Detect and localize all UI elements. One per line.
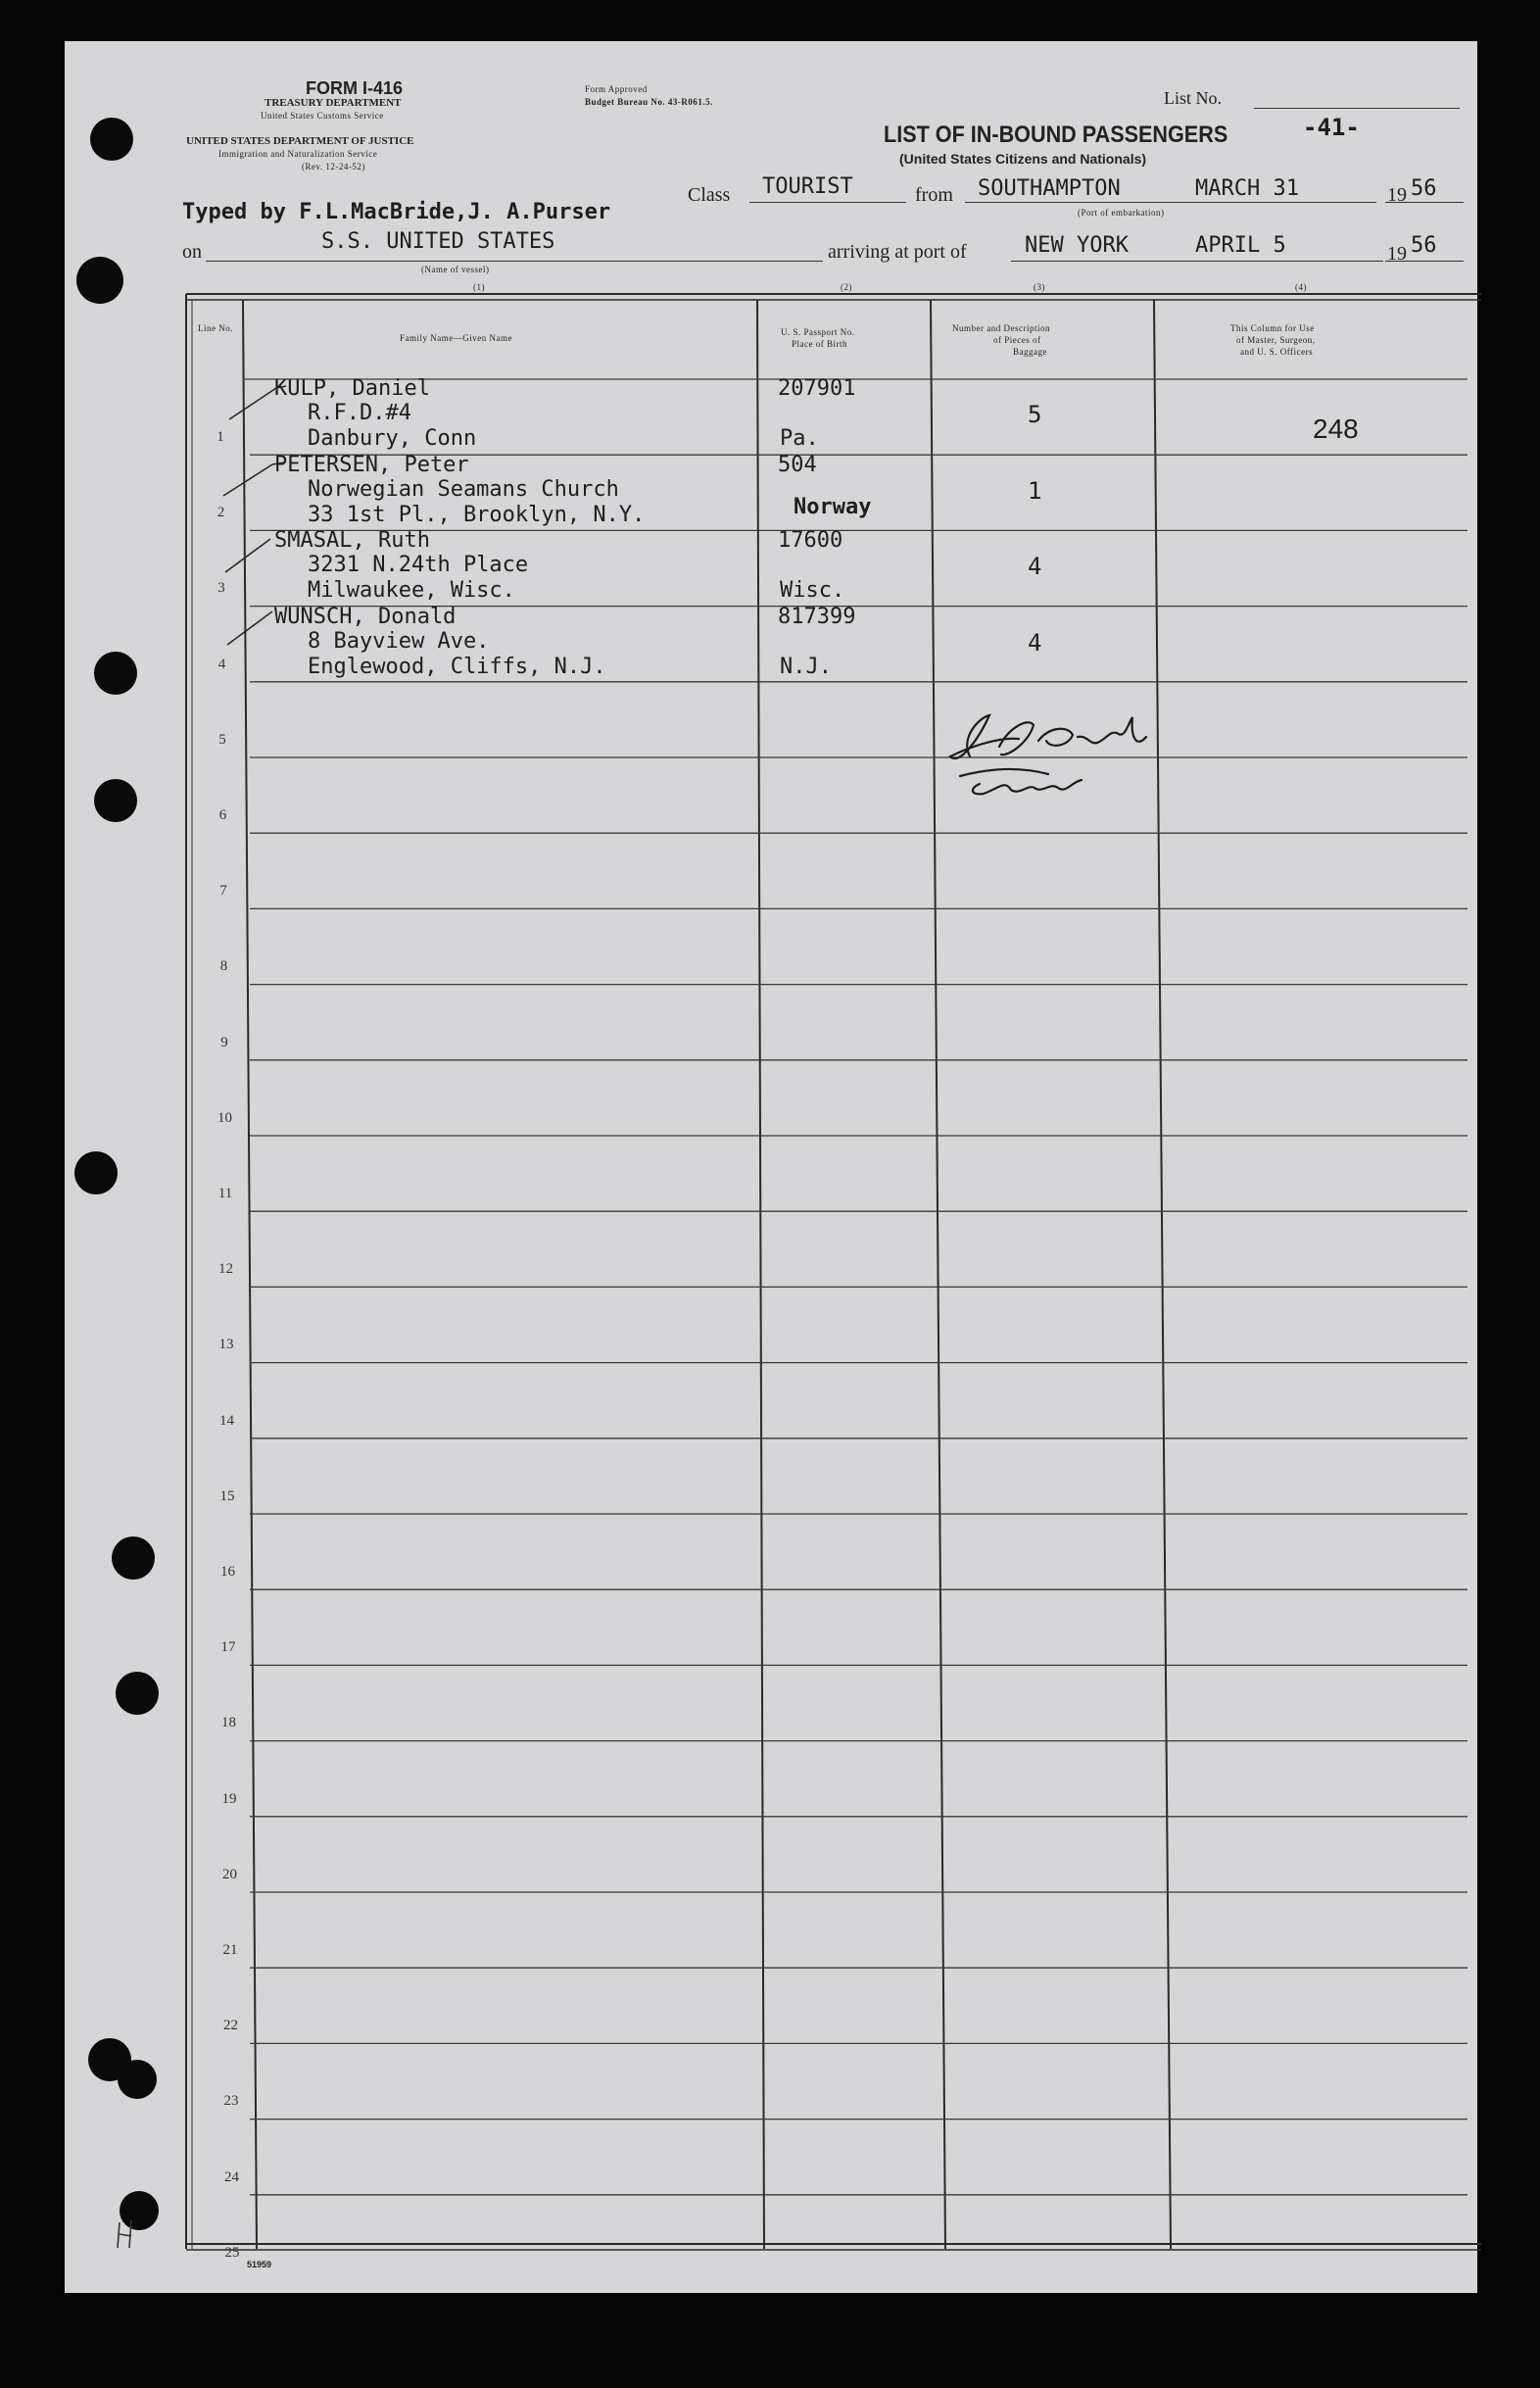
- place-of-birth: Pa.: [780, 426, 819, 451]
- passport-number: 17600: [778, 528, 843, 553]
- class-value: TOURIST: [762, 174, 853, 199]
- header-officers-3: and U. S. Officers: [1240, 347, 1314, 357]
- header-passport: U. S. Passport No.: [781, 327, 855, 337]
- col-number-4: (4): [1295, 282, 1307, 292]
- line-number: 6: [218, 807, 227, 823]
- from-port: SOUTHAMPTON: [978, 176, 1121, 201]
- typed-by: Typed by F.L.MacBride,J. A.Purser: [182, 200, 611, 224]
- line-number: 15: [219, 1487, 235, 1504]
- treasury-dept: TREASURY DEPARTMENT: [265, 97, 402, 109]
- line-number: 11: [217, 1186, 233, 1201]
- arrival-year-prefix: 19: [1387, 243, 1407, 265]
- budget-bureau: Budget Bureau No. 43-R061.5.: [585, 97, 713, 107]
- passenger-address-1: 8 Bayview Ave.: [308, 628, 490, 654]
- arrival-port: NEW YORK: [1025, 233, 1129, 258]
- passenger-address-1: 3231 N.24th Place: [308, 553, 529, 577]
- from-year: 56: [1411, 176, 1437, 201]
- line-number: 4: [217, 656, 226, 672]
- officer-notation: 248: [1313, 414, 1359, 444]
- col-number-2: (2): [841, 282, 852, 292]
- passenger-name: WUNSCH, Donald: [274, 604, 457, 629]
- header-birth: Place of Birth: [792, 339, 847, 349]
- line-number: 8: [219, 958, 228, 975]
- passport-number: 504: [778, 452, 817, 477]
- passenger-name: SMASAL, Ruth: [274, 528, 430, 553]
- vessel-name: S.S. UNITED STATES: [321, 229, 555, 254]
- place-of-birth: N.J.: [780, 654, 832, 679]
- line-number: 14: [219, 1412, 234, 1429]
- corner-mark: [114, 2217, 137, 2250]
- list-no: -41-: [1303, 114, 1360, 141]
- line-number: 2: [217, 505, 225, 521]
- line-number: 18: [221, 1715, 236, 1731]
- passport-number: 817399: [778, 604, 856, 629]
- from-label: from: [915, 184, 953, 206]
- form-approved: Form Approved: [585, 84, 648, 94]
- customs-service: United States Customs Service: [261, 111, 384, 121]
- form-revision: (Rev. 12-24-52): [302, 162, 365, 171]
- line-number: 20: [222, 1866, 237, 1882]
- line-number: 1: [217, 429, 224, 445]
- header-name: Family Name—Given Name: [400, 333, 512, 343]
- passenger-name: PETERSEN, Peter: [274, 452, 469, 477]
- header-officers-2: of Master, Surgeon,: [1236, 335, 1316, 345]
- header-baggage-3: Baggage: [1013, 347, 1047, 357]
- line-number: 22: [223, 2018, 238, 2034]
- line-number: 19: [221, 1790, 237, 1807]
- line-number: 9: [220, 1034, 228, 1050]
- place-of-birth: Wisc.: [780, 578, 845, 603]
- line-number: 24: [224, 2169, 239, 2185]
- justice-dept: UNITED STATES DEPARTMENT OF JUSTICE: [186, 135, 414, 147]
- line-number: 7: [219, 883, 227, 900]
- line-number: 12: [218, 1261, 233, 1278]
- class-label: Class: [688, 184, 731, 206]
- line-number: 25: [224, 2244, 240, 2261]
- from-date: MARCH 31: [1195, 176, 1299, 201]
- col-number-3: (3): [1034, 282, 1045, 292]
- passenger-address-1: Norwegian Seamans Church: [308, 476, 619, 502]
- col-number-1: (1): [473, 282, 485, 292]
- arrival-date: APRIL 5: [1195, 233, 1286, 258]
- list-no-label: List No.: [1164, 88, 1223, 108]
- form-subtitle: (United States Citizens and Nationals): [899, 151, 1147, 167]
- passenger-address-2: Danbury, Conn: [308, 426, 477, 451]
- header-baggage-2: of Pieces of: [993, 335, 1041, 345]
- baggage-count: 4: [1028, 628, 1042, 657]
- from-year-prefix: 19: [1387, 184, 1407, 206]
- header-officers-1: This Column for Use: [1230, 323, 1315, 333]
- baggage-count: 4: [1028, 553, 1042, 580]
- passport-number: 207901: [778, 376, 856, 401]
- baggage-count: 5: [1028, 401, 1042, 428]
- passenger-address-2: Milwaukee, Wisc.: [308, 578, 515, 603]
- arriving-label: arriving at port of: [828, 241, 967, 263]
- place-of-birth: Norway: [794, 494, 872, 519]
- line-number: 16: [220, 1564, 235, 1580]
- on-label: on: [182, 241, 202, 263]
- ins-service: Immigration and Naturalization Service: [218, 149, 378, 159]
- handwritten-signature: [940, 698, 1215, 805]
- line-number: 21: [222, 1942, 238, 1958]
- port-embarkation-caption: (Port of embarkation): [1078, 208, 1165, 218]
- line-number: 17: [220, 1639, 236, 1656]
- line-number: 5: [218, 731, 226, 748]
- line-number: 23: [223, 2093, 239, 2110]
- passenger-address-2: Englewood, Cliffs, N.J.: [308, 654, 606, 679]
- line-number: 10: [217, 1109, 232, 1126]
- passenger-name: KULP, Daniel: [274, 376, 430, 401]
- footer-code: 51959: [247, 2260, 272, 2269]
- line-number: 13: [218, 1337, 234, 1353]
- header-baggage-1: Number and Description: [952, 323, 1050, 333]
- form-number: FORM I-416: [306, 78, 404, 98]
- baggage-count: 1: [1028, 476, 1042, 505]
- passenger-address-2: 33 1st Pl., Brooklyn, N.Y.: [308, 502, 646, 527]
- form-title: LIST OF IN-BOUND PASSENGERS: [884, 122, 1228, 148]
- passenger-address-1: R.F.D.#4: [308, 401, 411, 425]
- arrival-year: 56: [1411, 233, 1437, 258]
- check-marks: [216, 380, 372, 694]
- vessel-caption: (Name of vessel): [421, 265, 490, 274]
- line-number: 3: [217, 580, 225, 597]
- header-line-no: Line No.: [198, 323, 233, 333]
